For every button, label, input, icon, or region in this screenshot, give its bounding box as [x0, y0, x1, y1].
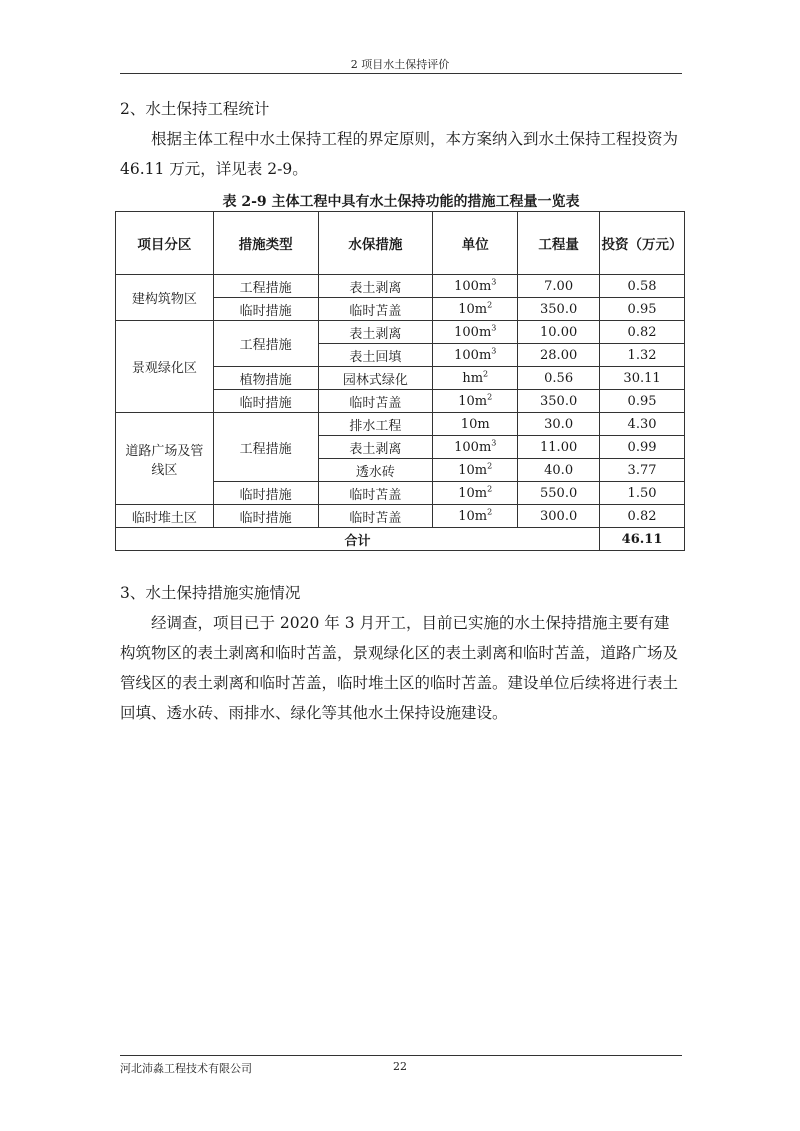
quantity-cell: 7.00	[518, 275, 600, 298]
unit-exponent: 3	[491, 323, 497, 333]
quantity-cell: 28.00	[518, 344, 600, 367]
investment-cell: 30.11	[600, 367, 685, 390]
unit-cell	[433, 413, 518, 436]
measure-cell: 表土回填	[318, 344, 433, 367]
unit-cell	[433, 367, 518, 390]
col-header-unit: 单位	[433, 212, 518, 275]
unit-cell	[433, 459, 518, 482]
quantity-cell: 350.0	[518, 298, 600, 321]
unit-exponent: 3	[491, 346, 497, 356]
quantity-cell: 10.00	[518, 321, 600, 344]
investment-cell: 0.95	[600, 390, 685, 413]
quantity-cell: 30.0	[518, 413, 600, 436]
unit-text: 100m	[454, 324, 492, 340]
investment-cell: 0.82	[600, 505, 685, 528]
investment-cell: 0.95	[600, 298, 685, 321]
table-total-row	[116, 528, 685, 551]
section-3-heading: 3、水土保持措施实施情况	[120, 584, 301, 602]
measure-type-cell: 工程措施	[213, 321, 318, 367]
col-header-type: 措施类型	[213, 212, 318, 275]
zone-cell: 景观绿化区	[116, 321, 214, 413]
quantity-cell: 300.0	[518, 505, 600, 528]
unit-text: 10m	[458, 393, 488, 409]
zone-cell: 临时堆土区	[116, 505, 214, 528]
quantity-cell: 0.56	[518, 367, 600, 390]
investment-cell: 1.32	[600, 344, 685, 367]
table-row	[116, 413, 685, 436]
col-header-investment: 投资（万元）	[600, 212, 685, 275]
footer-divider	[120, 1055, 682, 1056]
investment-cell: 4.30	[600, 413, 685, 436]
quantity-cell: 550.0	[518, 482, 600, 505]
unit-cell	[433, 436, 518, 459]
unit-exponent: 2	[487, 392, 493, 402]
measure-cell: 表土剥离	[318, 275, 433, 298]
page-header: 2 项目水土保持评价	[350, 58, 450, 71]
quantity-cell: 350.0	[518, 390, 600, 413]
measure-cell: 园林式绿化	[318, 367, 433, 390]
table-caption: 表 2-9 主体工程中具有水土保持功能的措施工程量一览表	[222, 194, 580, 210]
section-2-heading: 2、水土保持工程统计	[120, 100, 270, 118]
unit-exponent: 2	[487, 484, 493, 494]
unit-exponent: 2	[487, 507, 493, 517]
unit-cell	[433, 390, 518, 413]
measure-cell: 排水工程	[318, 413, 433, 436]
unit-cell	[433, 321, 518, 344]
unit-text: 100m	[454, 439, 492, 455]
measure-type-cell: 临时措施	[213, 482, 318, 505]
table-row	[116, 275, 685, 298]
investment-cell: 0.58	[600, 275, 685, 298]
zone-cell: 道路广场及管线区	[116, 413, 214, 505]
unit-cell	[433, 505, 518, 528]
section-2-paragraph: 根据主体工程中水土保持工程的界定原则，本方案纳入到水土保持工程投资为 46.11 万元，详见表 2-9。	[120, 130, 679, 178]
measures-table	[115, 211, 685, 551]
measure-cell: 临时苫盖	[318, 482, 433, 505]
table-row	[116, 321, 685, 344]
unit-exponent: 2	[483, 369, 489, 379]
unit-text: 10m	[458, 485, 488, 501]
unit-cell	[433, 482, 518, 505]
table-header-row	[116, 212, 685, 275]
unit-cell	[433, 298, 518, 321]
total-label: 合计	[116, 528, 600, 551]
measure-cell: 透水砖	[318, 459, 433, 482]
unit-text: 100m	[454, 278, 492, 294]
unit-exponent: 2	[487, 300, 493, 310]
unit-text: 10m	[458, 508, 488, 524]
quantity-cell: 40.0	[518, 459, 600, 482]
col-header-measure: 水保措施	[318, 212, 433, 275]
footer-company: 河北沛淼工程技术有限公司	[120, 1062, 252, 1075]
unit-exponent: 3	[491, 277, 497, 287]
investment-cell: 3.77	[600, 459, 685, 482]
table-row	[116, 505, 685, 528]
page-number: 22	[393, 1060, 407, 1073]
unit-text: 10m	[458, 462, 488, 478]
header-divider	[120, 73, 682, 74]
investment-cell: 0.82	[600, 321, 685, 344]
unit-cell	[433, 275, 518, 298]
total-value: 46.11	[600, 528, 685, 551]
measure-cell: 临时苫盖	[318, 390, 433, 413]
measure-type-cell: 临时措施	[213, 505, 318, 528]
investment-cell: 0.99	[600, 436, 685, 459]
zone-cell: 建构筑物区	[116, 275, 214, 321]
measure-type-cell: 临时措施	[213, 298, 318, 321]
unit-exponent: 2	[487, 461, 493, 471]
measure-type-cell: 临时措施	[213, 390, 318, 413]
quantity-cell: 11.00	[518, 436, 600, 459]
unit-text: 10m	[460, 416, 490, 432]
measure-type-cell: 工程措施	[213, 275, 318, 298]
measure-cell: 临时苫盖	[318, 298, 433, 321]
measure-type-cell: 工程措施	[213, 413, 318, 482]
measure-type-cell: 植物措施	[213, 367, 318, 390]
section-3-paragraph: 经调查，项目已于 2020 年 3 月开工，目前已实施的水土保持措施主要有建构筑物区的表土剥离和临时苫盖，景观绿化区的表土剥离和临时苫盖，道路广场及管线区的表土剥离和临时苫盖，临时堆土区的临时苫盖。建设单位后续将进行表土回填、透水砖、雨排水、绿化等其他水土保持设施建设。	[120, 614, 679, 722]
col-header-zone: 项目分区	[116, 212, 214, 275]
col-header-quantity: 工程量	[518, 212, 600, 275]
investment-cell: 1.50	[600, 482, 685, 505]
measure-cell: 表土剥离	[318, 436, 433, 459]
unit-cell	[433, 344, 518, 367]
measure-cell: 表土剥离	[318, 321, 433, 344]
measure-cell: 临时苫盖	[318, 505, 433, 528]
unit-exponent: 3	[491, 438, 497, 448]
unit-text: 100m	[454, 347, 492, 363]
unit-text: hm	[462, 370, 484, 386]
unit-text: 10m	[458, 301, 488, 317]
table-body	[116, 275, 685, 551]
